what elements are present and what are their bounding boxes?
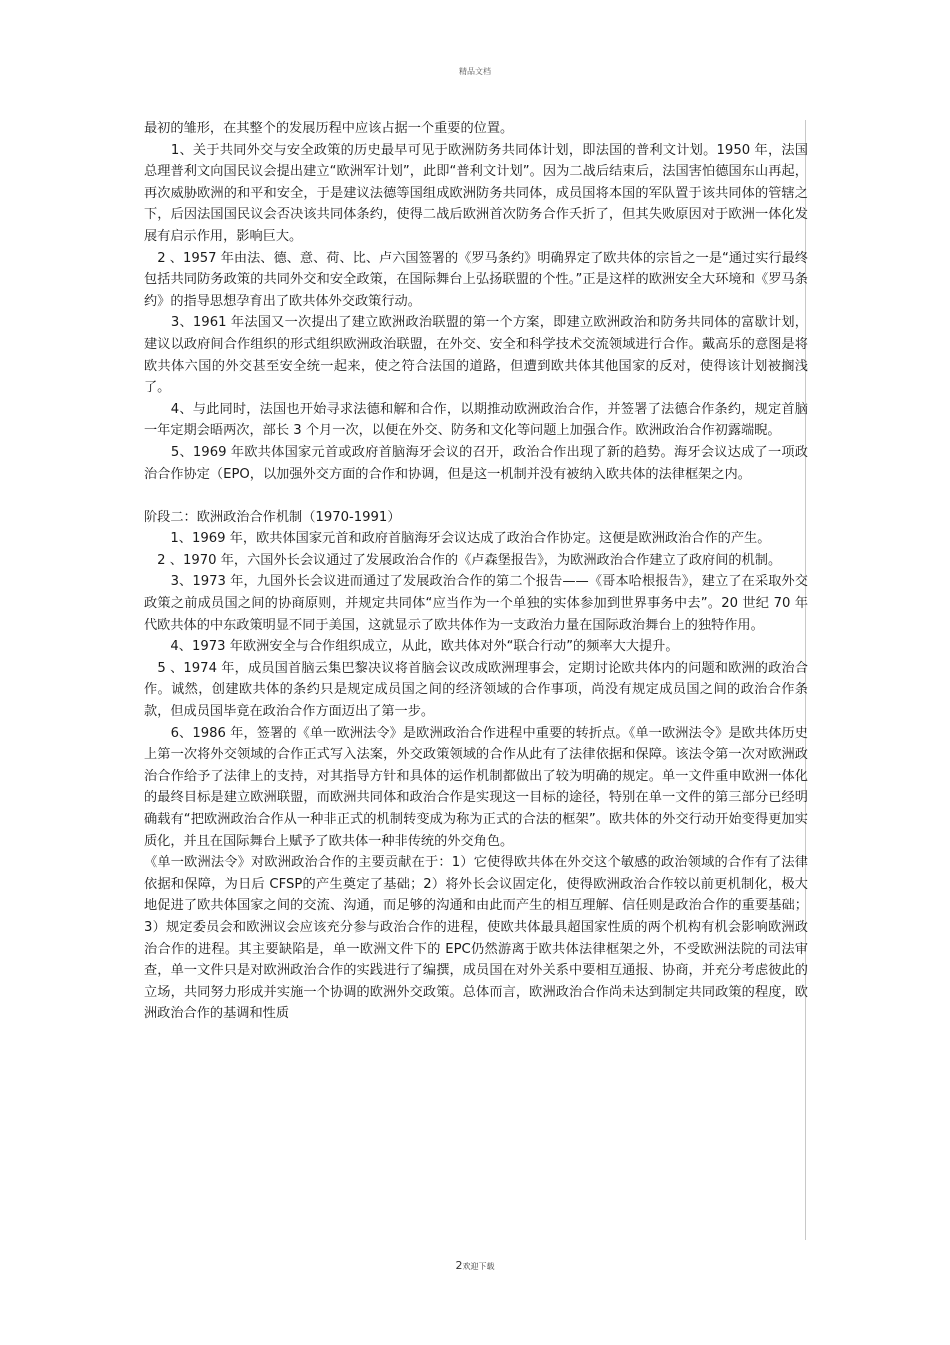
paragraph: 1、1969 年，欧共体国家元首和政府首脑海牙会议达成了政治合作协定。这便是欧洲政治合作的产生。 [144, 531, 771, 547]
paragraph: 3、1961 年法国又一次提出了建立欧洲政治联盟的第一个方案，即建立欧洲政治和防务共同体的富歇计划，建议以政府间合作组织的形式组织欧洲政治联盟，在外交、安全和科学技术交流领域进行合作。戴高乐的意图是将欧共体六国的外交甚至安全统一起来，使之符合法国的道路，但遭到欧共体其他国家的反对，使得该计划被搁浅了。 [144, 315, 808, 396]
paragraph: 《单一欧洲法令》对欧洲政治合作的主要贡献在于：1）它使得欧共体在外交这个敏感的政治领域的合作有了法律依据和保障，为日后 CFSP的产生奠定了基础；2）将外长会议固定化，使得欧洲政治合作较以前更机制化，极大地促进了欧共体国家之间的交流、沟通，而足够的沟通和由此而产生的相互理解、信任则是政治合作的重要基础；3）规定委员会和欧洲议会应该充分参与政治合作的进程，使欧共体最具超国家性质的两个机构有机会影响欧洲政治合作的进程。其主要缺陷是，单一欧洲文件下的 EPC仍然游离于欧共体法律框架之外，不受欧洲法院的司法审查，单一文件只是对欧洲政治合作的实践进行了编撰，成员国在对外关系中要相互通报、协商，并充分考虑彼此的立场，共同努力形成并实施一个协调的欧洲外交政策。总体而言，欧洲政治合作尚未达到制定共同政策的程度，欧洲政治合作的基调和性质 [144, 855, 808, 1022]
paragraph: 3、1973 年，九国外长会议进而通过了发展政治合作的第二个报告——《哥本哈根报告》，建立了在采取外交政策之前成员国之间的协商原则，并规定共同体“应当作为一个单独的实体参加到世界事务中去”。20 世纪 70 年代欧共体的中东政策明显不同于美国，这就显示了欧共体作为一支政治力量在国际政治舞台上的独特作用。 [144, 574, 808, 633]
paragraph: 4、与此同时，法国也开始寻求法德和解和合作，以期推动欧洲政治合作，并签署了法德合作条约，规定首脑一年定期会晤两次，部长 3 个月一次，以便在外交、防务和文化等问题上加强合作。欧洲政治合作初露端睨。 [144, 401, 808, 439]
paragraph: 5 、1974 年，成员国首脑云集巴黎决议将首脑会议改成欧洲理事会，定期讨论欧共体内的问题和欧洲的政治合作。诚然，创建欧共体的条约只是规定成员国之间的经济领域的合作事项，尚没有规定成员国之间的政治合作条款，但成员国毕竟在政治合作方面迈出了第一步。 [144, 660, 808, 720]
paragraph: 2 、1970 年，六国外长会议通过了发展政治合作的《卢森堡报告》，为欧洲政治合作建立了政府间的机制。 [144, 552, 782, 568]
paragraph: 最初的雏形，在其整个的发展历程中应该占据一个重要的位置。 [144, 121, 514, 136]
footer-text: 欢迎下载 [462, 1262, 495, 1271]
page-header: 精品文档 [459, 67, 491, 76]
blank-line [144, 485, 808, 507]
section-heading: 阶段二：欧洲政治合作机制（1970-1991） [144, 509, 401, 525]
paragraph: 2 、1957 年由法、德、意、荷、比、卢六国签署的《罗马条约》明确界定了欧共体的宗旨之一是“通过实行最终包括共同防务政策的共同外交和安全政策，在国际舞台上弘扬联盟的个性。”正是这样的欧洲安全大环境和《罗马条约》的指导思想孕育出了欧共体外交政策行动。 [144, 250, 808, 309]
paragraph: 1、关于共同外交与安全政策的历史最早可见于欧洲防务共同体计划，即法国的普利文计划。1950 年，法国总理普利文向国民议会提出建立“欧洲军计划”，此即“普利文计划”。因为二战后结束后，法国害怕德国东山再起，再次威胁欧洲的和平和安全，于是建议法德等国组成欧洲防务共同体，成员国将本国的军队置于该共同体的管辖之下，后因法国国民议会否决该共同体条约，使得二战后欧洲首次防务合作夭折了，但其失败原因对于欧洲一体化发展有启示作用，影响巨大。 [144, 142, 808, 244]
page-footer [0, 1259, 950, 1272]
paragraph: 4、1973 年欧洲安全与合作组织成立，从此，欧共体对外“联合行动”的频率大大提升。 [144, 639, 679, 655]
page-number: 2 [455, 1259, 463, 1272]
document-body [144, 118, 808, 1025]
paragraph: 6、1986 年，签署的《单一欧洲法令》是欧洲政治合作进程中重要的转折点。《单一欧洲法令》是欧共体历史上第一次将外交领域的合作正式写入法案，外交政策领域的合作从此有了法律依据和保障。该法令第一次对欧洲政治合作给予了法律上的支持，对其指导方针和具体的运作机制都做出了较为明确的规定。单一文件重申欧洲一体化的最终目标是建立欧洲联盟，而欧洲共同体和政治合作是实现这一目标的途径，特别在单一文件的第三部分已经明确载有“把欧洲政治合作从一种非正式的机制转变成为称为正式的合法的框架”。欧共体的外交行动开始变得更加实质化，并且在国际舞台上赋予了欧共体一种非传统的外交角色。 [144, 725, 808, 849]
paragraph: 5、1969 年欧共体国家元首或政府首脑海牙会议的召开，政治合作出现了新的趋势。海牙会议达成了一项政治合作协定（EPO，以加强外交方面的合作和协调，但是这一机制并没有被纳入欧共体的法律框架之内。 [144, 444, 808, 482]
